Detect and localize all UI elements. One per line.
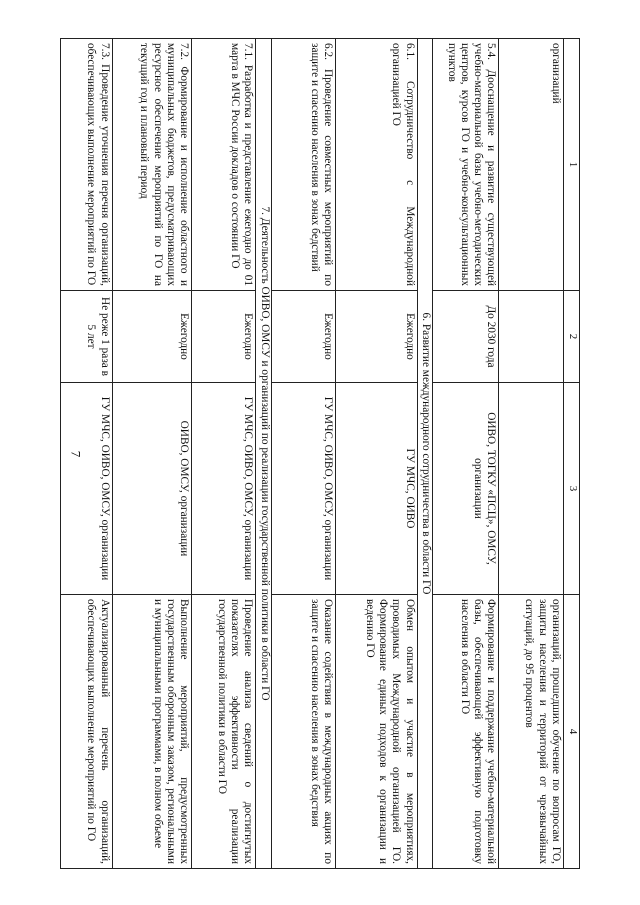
header-col-4: 4 [563, 595, 579, 869]
cell-executors: ОИВО, ТОГКУ «ПСЦ», ОМСУ, организации [432, 383, 499, 595]
table-row [432, 39, 499, 869]
cell-deadline: До 2030 года [432, 291, 499, 383]
cell-result: Формирование и поддержание учебно-материальной базы, обеспечивающей эффективную подготовку населения в области ГО [432, 595, 499, 869]
section-title: 7. Деятельность ОИВО, ОМСУ и организаций по реализации государственной политики в области ГО [256, 39, 271, 869]
cell-deadline: Ежегодно [271, 291, 335, 383]
table-row [499, 39, 563, 869]
table-row [61, 39, 113, 869]
cell-measure: 6.2. Проведение совместных мероприятий по защите и спасению населения в зонах бедствий [271, 39, 335, 291]
section-row [256, 39, 271, 869]
cell-executors: ОИВО, ОМСУ, организации [112, 383, 191, 595]
cell-result: Актуализированный перечень организаций, обеспечивающих выполнение мероприятий по ГО [61, 595, 113, 869]
cell-deadline: Ежегодно [336, 291, 418, 383]
cell-result: организаций, прошедших обучение по вопросам ГО, защиты населения и территорий от чрезвычайных ситуаций, до 95 процентов [499, 595, 563, 869]
cell-deadline [499, 291, 563, 383]
cell-result: Выполнение мероприятий, предусмотренных государственным оборонным заказом, региональными и муниципальными программами, в полном объеме [112, 595, 191, 869]
table-row [336, 39, 418, 869]
cell-result: Проведение анализа сведений о достигнутых показателях эффективности реализации государственной политики в области ГО [192, 595, 256, 869]
cell-measure: 7.2. Формирование и исполнение областного и муниципальных бюджетов, предусматривающих ресурсное обеспечение мероприятий по ГО на текущий год и плановый период [112, 39, 191, 291]
cell-deadline: Ежегодно [192, 291, 256, 383]
measures-table [60, 38, 580, 869]
page-number: 7 [68, 450, 84, 458]
cell-executors: ГУ МЧС, ОИВО [336, 383, 418, 595]
cell-deadline: Ежегодно [112, 291, 191, 383]
header-col-2: 2 [563, 291, 579, 383]
cell-executors [499, 383, 563, 595]
cell-executors: ГУ МЧС, ОИВО, ОМСУ, организации [192, 383, 256, 595]
cell-measure: 7.1. Разработка и представление ежегодно до 01 марта в МЧС России докладов о состоянии ГО [192, 39, 256, 291]
cell-result: Оказание содействия в международных акциях по защите и спасению населения в зонах бедствия [271, 595, 335, 869]
header-col-3: 3 [563, 383, 579, 595]
cell-deadline: Не реже 1 раза в 5 лет [61, 291, 113, 383]
cell-executors: ГУ МЧС, ОИВО, ОМСУ, организации [61, 383, 113, 595]
cell-result: Обмен опытом и участие в мероприятиях, проводимых Международной организацией ГО. Формирование единых подходов к организации и ведению ГО [336, 595, 418, 869]
header-row [563, 39, 579, 869]
cell-measure: 6.1. Сотрудничество с Международной организацией ГО [336, 39, 418, 291]
section-title: 6. Развитие международного сотрудничества в области ГО [417, 39, 432, 869]
table-row [271, 39, 335, 869]
section-row [417, 39, 432, 869]
cell-executors: ГУ МЧС, ОИВО, ОМСУ, организации [271, 383, 335, 595]
table-container [60, 38, 580, 868]
cell-measure: 7.3. Проведение уточнения перечня организаций, обеспечивающих выполнение мероприятий по ГО [61, 39, 113, 291]
header-col-1: 1 [563, 39, 579, 291]
cell-measure: организаций [499, 39, 563, 291]
table-row [192, 39, 256, 869]
table-row [112, 39, 191, 869]
cell-measure: 5.4. Дооснащение и развитие существующей учебно-материальной базы учебно-методических центров, курсов ГО и учебно-консультационных пунктов [432, 39, 499, 291]
